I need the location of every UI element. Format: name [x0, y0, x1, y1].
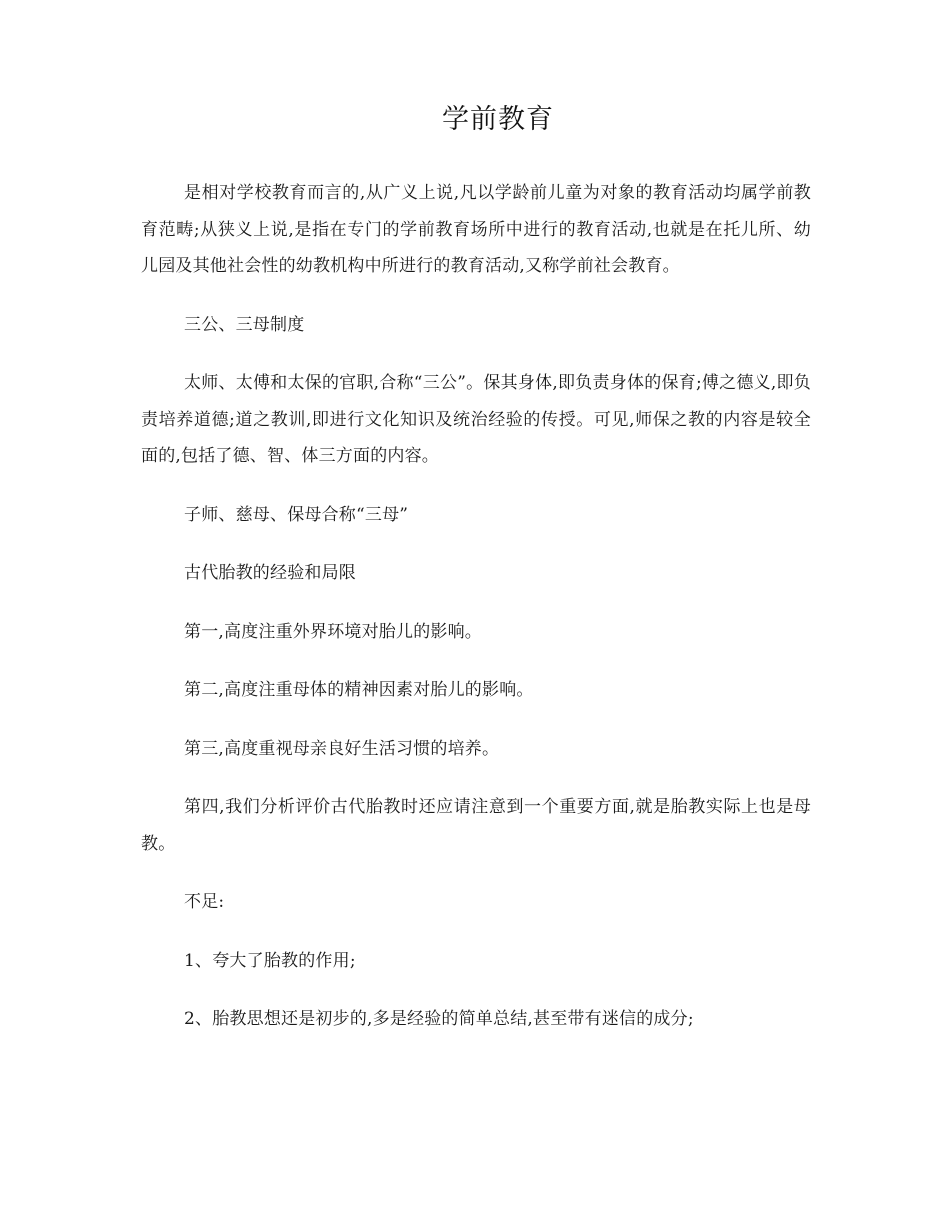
paragraph-sangong: 太师、太傅和太保的官职,合称“三公”。保其身体,即负责身体的保育;傅之德义,即负责培养道德;道之教训,即进行文化知识及统治经验的传授。可见,师保之教的内容是较全面的,包括了德、智、体三方面的内容。: [141, 373, 811, 466]
paragraph-point-4: 第四,我们分析评价古代胎教时还应请注意到一个重要方面,就是胎教实际上也是母教。: [141, 797, 811, 854]
paragraph-definition: 是相对学校教育而言的,从广义上说,凡以学龄前儿童为对象的教育活动均属学前教育范畴;从狭义上说,是指在专门的学前教育场所中进行的教育活动,也就是在托儿所、幼儿园及其他社会性的幼教机构中所进行的教育活动,又称学前社会教育。: [141, 183, 811, 276]
document-body: [141, 175, 811, 1038]
paragraph-heading-taijiao: 古代胎教的经验和局限: [184, 563, 356, 583]
paragraph-heading-sangong-sanmu: 三公、三母制度: [184, 314, 305, 335]
paragraph-point-3: 第三,高度重视母亲良好生活习惯的培养。: [184, 738, 500, 759]
document-title: 学前教育: [442, 104, 554, 135]
paragraph-shortcoming-2: 2、胎教思想还是初步的,多是经验的简单总结,甚至带有迷信的成分;: [184, 1009, 694, 1029]
paragraph-heading-shortcomings: 不足:: [184, 892, 225, 912]
paragraph-shortcoming-1: 1、夸大了胎教的作用;: [184, 950, 356, 971]
paragraph-point-2: 第二,高度注重母体的精神因素对胎儿的影响。: [184, 680, 534, 700]
paragraph-sanmu: 子师、慈母、保母合称“三母”: [184, 504, 409, 525]
paragraph-point-1: 第一,高度注重外界环境对胎儿的影响。: [184, 621, 483, 642]
